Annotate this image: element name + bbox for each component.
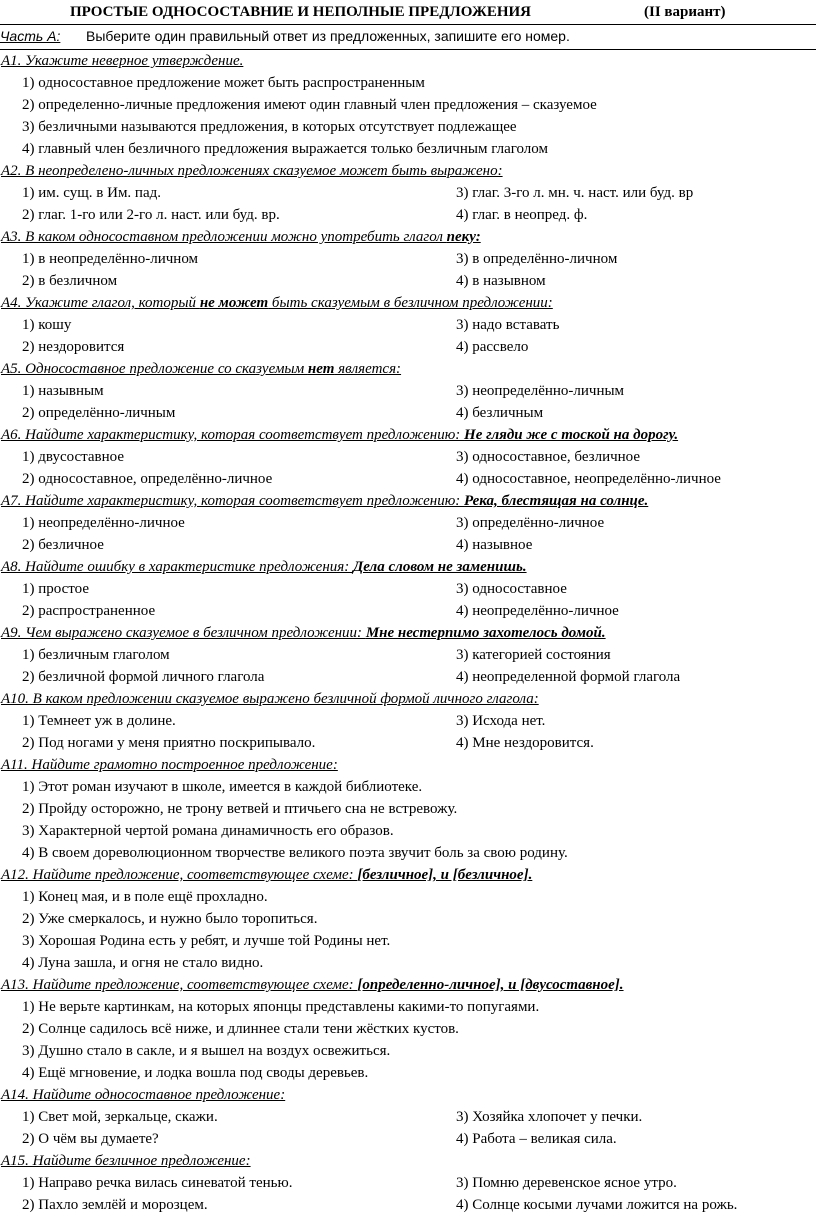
answer-option: 3) категорией состояния [456, 647, 611, 663]
question-prompt: А6. Найдите характеристику, которая соответствует предложению: [1, 427, 465, 443]
answer-option: 1) простое [22, 581, 90, 597]
question-block [0, 490, 816, 556]
answer-option: 4) Мне нездоровится. [456, 735, 594, 751]
answer-option: 2) безличное [22, 537, 104, 553]
answer-option: 3) определённо-личное [456, 515, 605, 531]
answer-option: 1) Свет мой, зеркальце, скажи. [22, 1109, 218, 1125]
answer-option: 4) Луна зашла, и огня не стало видно. [22, 955, 264, 971]
question-block [0, 556, 816, 622]
question-highlight: пеку: [446, 229, 481, 245]
answer-option: 3) Характерной чертой романа динамичность его образов. [22, 823, 394, 839]
answer-option: 2) глаг. 1-го или 2-го л. наст. или буд. вр. [22, 207, 280, 223]
question-prompt: А13. Найдите предложение, соответствующее схеме: [1, 977, 358, 993]
answer-option: 2) Под ногами у меня приятно поскрипывало. [22, 735, 316, 751]
answer-option: 3) в определённо-личном [456, 251, 618, 267]
answer-option: 4) назывное [456, 537, 533, 553]
answer-option: 2) определённо-личным [22, 405, 176, 421]
question-highlight: [определенно-личное], и [двусоставное]. [357, 977, 624, 993]
option-row [0, 336, 816, 358]
option-row [0, 1172, 816, 1194]
option-row [0, 1018, 816, 1040]
answer-option: 4) Ещё мгновение, и лодка вошла под своды деревьев. [22, 1065, 369, 1081]
answer-option: 4) В своем дореволюционном творчестве великого поэта звучит боль за свою родину. [22, 845, 568, 861]
option-row [0, 182, 816, 204]
answer-option: 1) односоставное предложение может быть распространенным [22, 75, 425, 91]
question-text [0, 622, 816, 644]
question-text [0, 226, 816, 248]
question-block [0, 358, 816, 424]
question-prompt: А2. В неопределено-личных предложениях сказуемое может быть выражено: [1, 163, 503, 179]
question-text [0, 754, 816, 776]
answer-option: 2) О чём вы думаете? [22, 1131, 159, 1147]
option-row [0, 1128, 816, 1150]
question-highlight: не может [199, 295, 269, 311]
option-row [0, 72, 816, 94]
question-block [0, 226, 816, 292]
answer-option: 3) безличными называются предложения, в которых отсутствует подлежащее [22, 119, 517, 135]
answer-option: 4) рассвело [456, 339, 529, 355]
answer-option: 4) в назывном [456, 273, 546, 289]
question-text [0, 160, 816, 182]
question-prompt: А14. Найдите односоставное предложение: [1, 1087, 286, 1103]
option-row [0, 644, 816, 666]
answer-option: 3) Душно стало в сакле, и я вышел на воздух освежиться. [22, 1043, 391, 1059]
question-prompt: А10. В каком предложении сказуемое выражено безличной формой личного глагола: [1, 691, 539, 707]
option-row [0, 710, 816, 732]
answer-option: 1) неопределённо-личное [22, 515, 185, 531]
question-text [0, 292, 816, 314]
option-row [0, 270, 816, 292]
question-block [0, 864, 816, 974]
question-block [0, 688, 816, 754]
option-row [0, 468, 816, 490]
answer-option: 3) Хорошая Родина есть у ребят, и лучше той Родины нет. [22, 933, 391, 949]
option-row [0, 600, 816, 622]
option-row [0, 1062, 816, 1084]
answer-option: 2) нездоровится [22, 339, 125, 355]
option-row [0, 138, 816, 160]
answer-option: 2) Солнце садилось всё ниже, и длиннее стали тени жёстких кустов. [22, 1021, 459, 1037]
question-text [0, 358, 816, 380]
option-row [0, 666, 816, 688]
question-prompt: А5. Односоставное предложение со сказуемым [1, 361, 308, 377]
option-row [0, 1040, 816, 1062]
answer-option: 4) неопределённо-личное [456, 603, 619, 619]
option-row [0, 930, 816, 952]
option-row [0, 952, 816, 974]
answer-option: 4) неопределенной формой глагола [456, 669, 681, 685]
option-row [0, 842, 816, 864]
question-block [0, 50, 816, 160]
answer-option: 1) кошу [22, 317, 72, 333]
option-row [0, 996, 816, 1018]
answer-option: 2) Уже смеркалось, и нужно было торопиться. [22, 911, 318, 927]
question-prompt: А7. Найдите характеристику, которая соответствует предложению: [1, 493, 465, 509]
answer-option: 1) Конец мая, и в поле ещё прохладно. [22, 889, 268, 905]
answer-option: 2) Пройду осторожно, не трону ветвей и птичьего сна не встревожу. [22, 801, 458, 817]
answer-option: 4) безличным [456, 405, 544, 421]
answer-option: 1) Темнеет уж в долине. [22, 713, 176, 729]
option-row [0, 204, 816, 226]
option-row [0, 908, 816, 930]
question-highlight: нет [307, 361, 335, 377]
answer-option: 1) безличным глаголом [22, 647, 170, 663]
answer-option: 1) Направо речка вилась синеватой тенью. [22, 1175, 293, 1191]
answer-option: 4) Работа – великая сила. [456, 1131, 617, 1147]
question-highlight: Не гляди же с тоской на дорогу. [464, 427, 679, 443]
answer-option: 3) односоставное [456, 581, 567, 597]
answer-option: 3) Помню деревенское ясное утро. [456, 1175, 677, 1191]
answer-option: 3) Исхода нет. [456, 713, 546, 729]
question-block [0, 292, 816, 358]
answer-option: 1) Не верьте картинкам, на которых японцы представлены какими-то попугаями. [22, 999, 540, 1015]
answer-option: 1) им. сущ. в Им. пад. [22, 185, 161, 201]
answer-option: 2) распространенное [22, 603, 156, 619]
question-text [0, 1150, 816, 1172]
option-row [0, 116, 816, 138]
option-row [0, 776, 816, 798]
question-prompt: А12. Найдите предложение, соответствующее схеме: [1, 867, 358, 883]
question-text [0, 490, 816, 512]
option-row [0, 402, 816, 424]
question-block [0, 974, 816, 1084]
option-row [0, 1194, 816, 1216]
answer-option: 3) глаг. 3-го л. мн. ч. наст. или буд. вр [456, 185, 694, 201]
question-prompt: А4. Укажите глагол, который [1, 295, 200, 311]
question-text [0, 1084, 816, 1106]
part-bar [0, 24, 816, 50]
option-row [0, 534, 816, 556]
question-prompt-end: быть сказуемым в безличном предложении: [268, 295, 553, 311]
answer-option: 3) односоставное, безличное [456, 449, 641, 465]
option-row [0, 314, 816, 336]
answer-option: 2) односоставное, определённо-личное [22, 471, 273, 487]
part-instruction: Выберите один правильный ответ из предложенных, запишите его номер. [86, 28, 570, 44]
question-prompt: А8. Найдите ошибку в характеристике предложения: [1, 559, 353, 575]
question-block [0, 754, 816, 864]
question-prompt: А9. Чем выражено сказуемое в безличном предложении: [1, 625, 366, 641]
question-block [0, 1084, 816, 1150]
option-row [0, 446, 816, 468]
part-label: Часть А: [0, 28, 61, 44]
option-row [0, 798, 816, 820]
question-list [0, 50, 816, 1216]
variant-label: (II вариант) [644, 4, 726, 20]
question-text [0, 50, 816, 72]
question-prompt: А1. Укажите неверное утверждение. [1, 53, 244, 69]
question-highlight: [безличное], и [безличное]. [357, 867, 533, 883]
answer-option: 2) в безличном [22, 273, 118, 289]
question-prompt: А3. В каком односоставном предложении можно употребить глагол [1, 229, 447, 245]
question-text [0, 556, 816, 578]
option-row [0, 380, 816, 402]
document-header [0, 2, 816, 24]
option-row [0, 820, 816, 842]
answer-option: 4) односоставное, неопределённо-личное [456, 471, 721, 487]
question-text [0, 864, 816, 886]
answer-option: 1) в неопределённо-личном [22, 251, 199, 267]
question-block [0, 1150, 816, 1216]
answer-option: 2) Пахло землёй и морозцем. [22, 1197, 208, 1213]
answer-option: 4) глаг. в неопред. ф. [456, 207, 588, 223]
answer-option: 3) Хозяйка хлопочет у печки. [456, 1109, 643, 1125]
answer-option: 2) безличной формой личного глагола [22, 669, 265, 685]
question-block [0, 424, 816, 490]
question-block [0, 160, 816, 226]
answer-option: 4) Солнце косыми лучами ложится на рожь. [456, 1197, 738, 1213]
question-highlight: Река, блестящая на солнце. [464, 493, 649, 509]
page-title: ПРОСТЫЕ ОДНОСОСТАВНИЕ И НЕПОЛНЫЕ ПРЕДЛОЖЕНИЯ [70, 4, 532, 20]
question-text [0, 974, 816, 996]
option-row [0, 1106, 816, 1128]
question-highlight: Дела словом не заменишь. [352, 559, 527, 575]
question-highlight: Мне нестерпимо захотелось домой. [365, 625, 606, 641]
answer-option: 1) назывным [22, 383, 104, 399]
option-row [0, 248, 816, 270]
question-text [0, 424, 816, 446]
answer-option: 3) надо вставать [456, 317, 560, 333]
answer-option: 2) определенно-личные предложения имеют один главный член предложения – сказуемое [22, 97, 597, 113]
question-prompt-end: является: [334, 361, 402, 377]
question-prompt: А11. Найдите грамотно построенное предложение: [1, 757, 338, 773]
option-row [0, 732, 816, 754]
question-prompt: А15. Найдите безличное предложение: [1, 1153, 251, 1169]
answer-option: 3) неопределённо-личным [456, 383, 625, 399]
question-text [0, 688, 816, 710]
answer-option: 1) Этот роман изучают в школе, имеется в каждой библиотеке. [22, 779, 423, 795]
answer-option: 4) главный член безличного предложения выражается только безличным глаголом [22, 141, 548, 157]
answer-option: 1) двусоставное [22, 449, 124, 465]
option-row [0, 512, 816, 534]
option-row [0, 94, 816, 116]
question-block [0, 622, 816, 688]
option-row [0, 578, 816, 600]
option-row [0, 886, 816, 908]
